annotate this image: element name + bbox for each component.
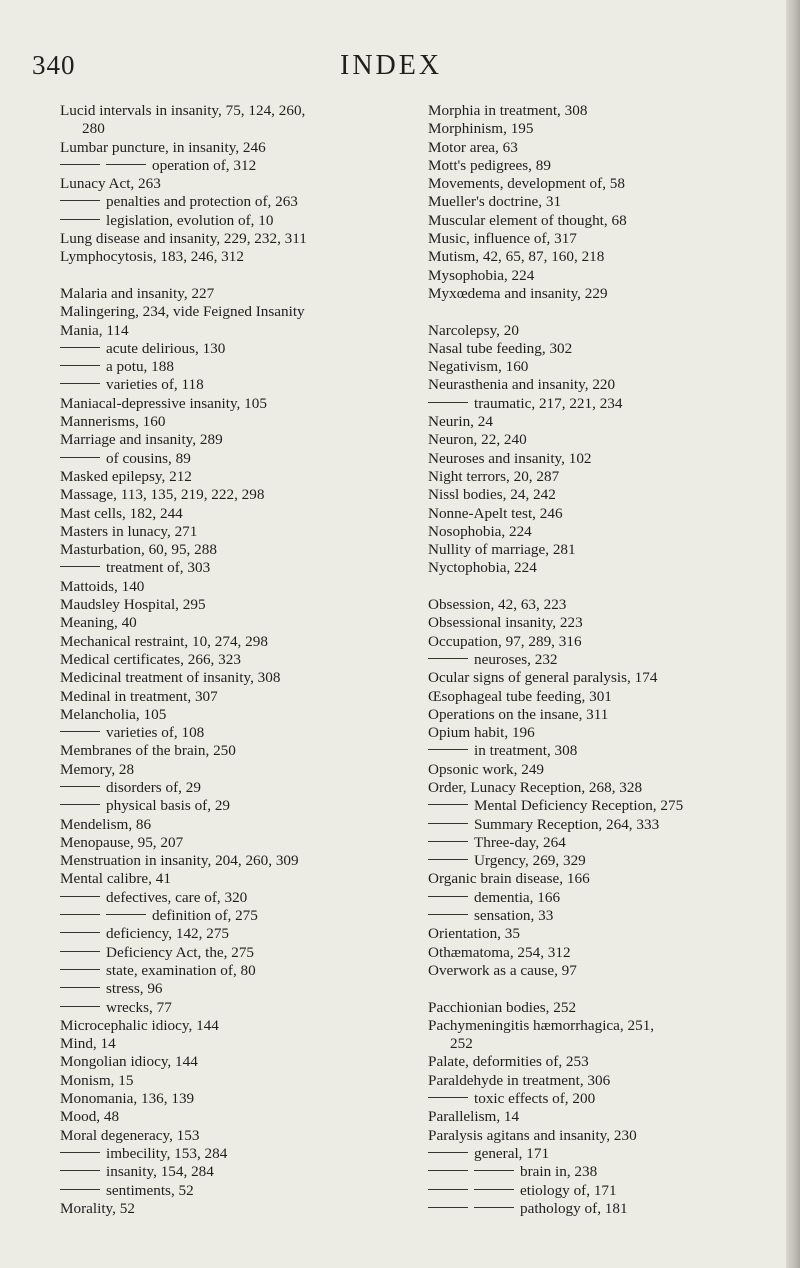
index-gap [428,578,788,596]
page-edge [786,0,800,1268]
entry-text: brain in, 238 [520,1163,598,1181]
entry-text: sentiments, 52 [106,1181,194,1199]
entry-text: Lung disease and insanity, 229, 232, 311 [60,230,307,248]
index-entry [60,742,412,760]
entry-text: a potu, 188 [106,358,174,376]
entry-text: Pacchionian bodies, 252 [428,998,577,1016]
dash-rule [60,786,100,787]
index-subentry [428,1200,788,1218]
dash-rule [60,383,100,384]
entry-text: pathology of, 181 [520,1199,628,1217]
index-entry [428,1072,788,1090]
entry-text: Melancholia, 105 [60,705,167,723]
entry-text: Medical certificates, 266, 323 [60,650,241,668]
index-entry [428,870,788,888]
index-entry [60,870,412,888]
index-entry [60,1053,412,1071]
index-entry [60,468,412,486]
index-entry [60,505,412,523]
dash-rule [428,749,468,750]
entry-text: Deficiency Act, the, 275 [106,943,255,961]
index-subentry [428,651,788,669]
dash-rule [428,914,468,915]
entry-text: Occupation, 97, 289, 316 [428,632,582,650]
entry-text: Orientation, 35 [428,925,520,943]
entry-text: Paraldehyde in treatment, 306 [428,1071,611,1089]
entry-text: Three-day, 264 [474,833,566,851]
index-entry [60,1017,412,1035]
entry-text: toxic effects of, 200 [474,1090,596,1108]
index-entry [428,486,788,504]
index-entry [60,688,412,706]
index-entry [428,669,788,687]
index-subentry [428,395,788,413]
entry-text: acute delirious, 130 [106,339,226,357]
dash-rule [60,347,100,348]
index-subentry [428,816,788,834]
index-entry [428,944,788,962]
entry-text: Morality, 52 [60,1199,135,1217]
entry-text: Memory, 28 [60,760,135,778]
index-entry [60,852,412,870]
index-subentry [60,724,412,742]
entry-text: Negativism, 160 [428,358,529,376]
index-entry [428,541,788,559]
entry-text: sensation, 33 [474,907,554,925]
index-subentry [60,797,412,815]
dash-rule [60,932,100,933]
index-entry [60,102,412,120]
index-entry [60,413,412,431]
dash-rule [60,914,100,915]
entry-text: stress, 96 [106,980,163,998]
entry-text: etiology of, 171 [520,1181,617,1199]
entry-text: Nosophobia, 224 [428,522,532,540]
entry-text: Masters in lunacy, 271 [60,522,198,540]
index-entry [60,230,412,248]
entry-text: Neurasthenia and insanity, 220 [428,376,616,394]
entry-text: dementia, 166 [474,888,561,906]
entry-text: treatment of, 303 [106,559,211,577]
index-gap [428,980,788,998]
entry-text: Nullity of marriage, 281 [428,541,576,559]
entry-text: Paralysis agitans and insanity, 230 [428,1126,637,1144]
entry-text: Opsonic work, 249 [428,760,545,778]
index-entry [428,925,788,943]
entry-text: Nissl bodies, 24, 242 [428,486,556,504]
page-number: 340 [32,50,76,80]
index-entry [60,431,412,449]
index-subentry [60,376,412,394]
index-entry [60,395,412,413]
entry-text: penalties and protection of, 263 [106,193,298,211]
index-entry [60,285,412,303]
index-entry [60,761,412,779]
index-entry [428,450,788,468]
dash-rule [60,164,100,165]
entry-text: Lucid intervals in insanity, 75, 124, 260, [60,102,306,119]
dash-rule [428,1207,468,1208]
index-entry [60,1072,412,1090]
entry-text: Massage, 113, 135, 219, 222, 298 [60,486,265,504]
dash-rule [106,914,146,915]
index-subentry [60,980,412,998]
entry-text: traumatic, 217, 221, 234 [474,394,623,412]
dash-rule [428,859,468,860]
entry-text: Mental calibre, 41 [60,870,171,888]
entry-text: Medicinal treatment of insanity, 308 [60,669,281,687]
index-entry [60,614,412,632]
index-subentry [60,962,412,980]
entry-text: of cousins, 89 [106,449,191,467]
index-entry [428,431,788,449]
entry-text: Mechanical restraint, 10, 274, 298 [60,632,268,650]
index-subentry [60,157,412,175]
index-entry [428,1127,788,1145]
entry-text: general, 171 [474,1144,550,1162]
entry-text: Maudsley Hospital, 295 [60,596,206,614]
dash-rule [428,1170,468,1171]
index-subentry [428,797,788,815]
entry-text: Order, Lunacy Reception, 268, 328 [428,778,643,796]
dash-rule [60,1170,100,1171]
entry-text: Morphia in treatment, 308 [428,102,588,119]
index-column-right [428,102,788,1218]
entry-text: in treatment, 308 [474,742,578,760]
index-entry [428,596,788,614]
index-entry [428,193,788,211]
entry-text: Œsophageal tube feeding, 301 [428,687,612,705]
index-entry [60,322,412,340]
entry-text: Urgency, 269, 329 [474,852,586,870]
dash-rule [60,804,100,805]
index-entry [60,816,412,834]
index-subentry [428,852,788,870]
dash-rule [428,804,468,805]
index-entry [428,999,788,1017]
index-subentry [428,742,788,760]
index-subentry [60,907,412,925]
entry-text: Mannerisms, 160 [60,413,166,431]
index-subentry [60,450,412,468]
entry-text: wrecks, 77 [106,998,172,1016]
entry-text: varieties of, 118 [106,376,204,394]
index-subentry [60,212,412,230]
entry-text: Myxœdema and insanity, 229 [428,284,608,302]
entry-text: varieties of, 108 [106,724,205,742]
index-entry [60,523,412,541]
dash-rule [428,402,468,403]
index-entry [428,139,788,157]
index-entry [428,688,788,706]
dash-rule [60,1152,100,1153]
index-entry [428,340,788,358]
entry-text: Microcephalic idiocy, 144 [60,1016,219,1034]
index-subentry [60,1163,412,1181]
entry-text: Mueller's doctrine, 31 [428,193,562,211]
index-entry [428,468,788,486]
index-entry [428,248,788,266]
index-entry [428,1108,788,1126]
entry-text: state, examination of, 80 [106,961,256,979]
index-entry [428,559,788,577]
entry-text: Meaning, 40 [60,614,137,632]
index-subentry [428,1182,788,1200]
entry-text: Malingering, 234, vide Feigned Insanity [60,303,305,321]
dash-rule [60,219,100,220]
index-entry [60,248,412,266]
entry-text: Narcolepsy, 20 [428,321,519,339]
page-header [0,50,800,90]
dash-rule [60,457,100,458]
index-gap [60,267,412,285]
entry-text: legislation, evolution of, 10 [106,211,274,229]
dash-rule [60,731,100,732]
index-entry [428,175,788,193]
entry-text: Summary Reception, 264, 333 [474,815,660,833]
index-entry [428,285,788,303]
entry-text: Mental Deficiency Reception, 275 [474,797,684,815]
entry-text: Mast cells, 182, 244 [60,504,183,522]
entry-text: Night terrors, 20, 287 [428,467,560,485]
dash-rule [60,951,100,952]
entry-text: Malaria and insanity, 227 [60,284,215,302]
index-entry [428,120,788,138]
entry-text: Neuron, 22, 240 [428,431,527,449]
index-entry [60,1108,412,1126]
entry-text: Maniacal-depressive insanity, 105 [60,394,267,412]
entry-text: Mind, 14 [60,1035,116,1053]
index-subentry [60,1145,412,1163]
index-subentry [428,1145,788,1163]
index-entry [60,1090,412,1108]
entry-text: Neuroses and insanity, 102 [428,449,592,467]
index-subentry [60,193,412,211]
index-subentry [60,779,412,797]
dash-rule [474,1207,514,1208]
index-entry [60,651,412,669]
entry-text: insanity, 154, 284 [106,1163,214,1181]
entry-text: Membranes of the brain, 250 [60,742,236,760]
dash-rule [60,969,100,970]
index-entry [428,724,788,742]
index-entry [428,157,788,175]
index-subentry [428,834,788,852]
entry-text: Mendelism, 86 [60,815,152,833]
index-subentry [60,944,412,962]
index-entry [428,706,788,724]
entry-text: Palate, deformities of, 253 [428,1053,589,1071]
index-column-left [60,102,412,1218]
index-entry [60,669,412,687]
dash-rule [428,823,468,824]
index-entry [60,834,412,852]
index-entry [428,614,788,632]
dash-rule [474,1170,514,1171]
dash-rule [60,365,100,366]
dash-rule [428,841,468,842]
entry-text: Lymphocytosis, 183, 246, 312 [60,248,244,266]
entry-text: Mysophobia, 224 [428,266,535,284]
entry-text: disorders of, 29 [106,778,201,796]
entry-text: Organic brain disease, 166 [428,870,590,888]
index-entry [60,120,412,138]
entry-text: Pachymeningitis hæmorrhagica, 251, [428,1016,655,1034]
entry-text: Othæmatoma, 254, 312 [428,943,571,961]
index-entry [428,230,788,248]
index-entry [60,1127,412,1145]
index-entry [428,1017,788,1035]
index-entry [428,267,788,285]
entry-text: physical basis of, 29 [106,797,231,815]
page-title: INDEX [340,50,443,81]
index-entry [60,633,412,651]
entry-text: Neurin, 24 [428,413,493,431]
entry-text: defectives, care of, 320 [106,888,248,906]
entry-text: Medinal in treatment, 307 [60,687,218,705]
dash-rule [60,566,100,567]
entry-text: Parallelism, 14 [428,1108,520,1126]
entry-text: Masked epilepsy, 212 [60,467,192,485]
entry-text: Monism, 15 [60,1071,134,1089]
index-entry [428,523,788,541]
entry-text: Mutism, 42, 65, 87, 160, 218 [428,248,605,266]
entry-text: Lumbar puncture, in insanity, 246 [60,138,266,156]
index-subentry [60,340,412,358]
dash-rule [428,1152,468,1153]
index-entry [60,578,412,596]
index-entry [428,505,788,523]
index-entry [60,139,412,157]
entry-text: Mattoids, 140 [60,577,145,595]
entry-text: Muscular element of thought, 68 [428,211,627,229]
entry-text: imbecility, 153, 284 [106,1144,228,1162]
index-entry [60,706,412,724]
index-entry [428,962,788,980]
dash-rule [60,200,100,201]
entry-text: Monomania, 136, 139 [60,1090,195,1108]
dash-rule [428,1189,468,1190]
entry-text: Obsession, 42, 63, 223 [428,596,567,614]
index-subentry [428,907,788,925]
index-entry [428,102,788,120]
entry-text: Mott's pedigrees, 89 [428,156,551,174]
index-entry [428,322,788,340]
index-subentry [60,889,412,907]
index-entry [428,779,788,797]
index-entry [60,596,412,614]
index-subentry [428,889,788,907]
entry-text: Movements, development of, 58 [428,175,625,193]
entry-text: 280 [82,120,105,138]
entry-text: Opium habit, 196 [428,724,535,742]
dash-rule [428,896,468,897]
dash-rule [60,1189,100,1190]
entry-text: deficiency, 142, 275 [106,925,230,943]
index-entry [60,1200,412,1218]
index-entry [60,541,412,559]
entry-text: Obsessional insanity, 223 [428,614,583,632]
entry-text: Nyctophobia, 224 [428,559,537,577]
index-subentry [428,1163,788,1181]
index-subentry [60,358,412,376]
index-entry [428,633,788,651]
entry-text: Nasal tube feeding, 302 [428,339,573,357]
entry-text: Menstruation in insanity, 204, 260, 309 [60,852,299,870]
entry-text: Masturbation, 60, 95, 288 [60,541,217,559]
entry-text: Nonne-Apelt test, 246 [428,504,563,522]
dash-rule [428,1097,468,1098]
dash-rule [106,164,146,165]
entry-text: 252 [450,1035,473,1053]
entry-text: definition of, 275 [152,907,258,925]
index-entry [60,175,412,193]
entry-text: Music, influence of, 317 [428,230,577,248]
index-subentry [60,925,412,943]
index-subentry [60,999,412,1017]
dash-rule [474,1189,514,1190]
index-entry [428,212,788,230]
index-entry [428,413,788,431]
index-entry [60,486,412,504]
index-entry [428,761,788,779]
entry-text: Operations on the insane, 311 [428,705,609,723]
entry-text: Mania, 114 [60,321,129,339]
entry-text: Morphinism, 195 [428,120,534,138]
entry-text: Marriage and insanity, 289 [60,431,223,449]
entry-text: neuroses, 232 [474,650,558,668]
entry-text: Menopause, 95, 207 [60,833,184,851]
index-entry [428,376,788,394]
dash-rule [60,987,100,988]
index-entry [60,303,412,321]
index-entry [428,1035,788,1053]
entry-text: Mood, 48 [60,1108,120,1126]
dash-rule [60,1006,100,1007]
entry-text: Lunacy Act, 263 [60,175,161,193]
index-subentry [60,1182,412,1200]
index-subentry [428,1090,788,1108]
entry-text: Overwork as a cause, 97 [428,961,577,979]
dash-rule [60,896,100,897]
dash-rule [428,658,468,659]
entry-text: Ocular signs of general paralysis, 174 [428,669,658,687]
entry-text: Motor area, 63 [428,138,518,156]
entry-text: Mongolian idiocy, 144 [60,1053,198,1071]
entry-text: operation of, 312 [152,156,257,174]
index-subentry [60,559,412,577]
index-gap [428,303,788,321]
index-entry [60,1035,412,1053]
index-entry [428,1053,788,1071]
index-entry [428,358,788,376]
entry-text: Moral degeneracy, 153 [60,1126,200,1144]
